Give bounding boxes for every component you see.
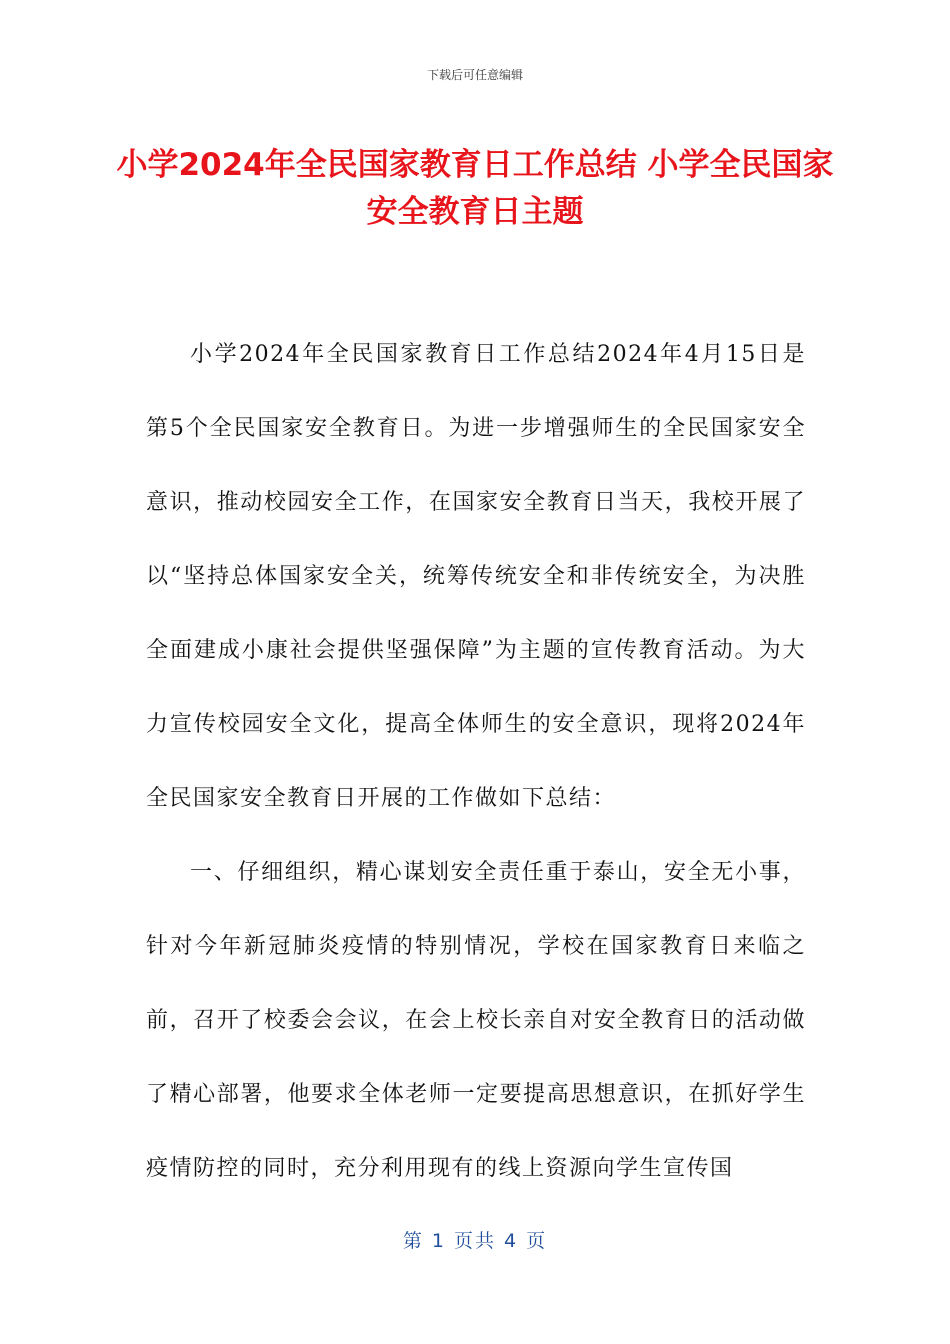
paragraph: 一、仔细组织，精心谋划安全责任重于泰山，安全无小事，针对今年新冠肺炎疫情的特别情况，学校在国家教育日来临之前，召开了校委会会议，在会上校长亲自对安全教育日的活动做了精心部署，他要求全体老师一定要提高思想意识，在抓好学生疫情防控的同时，充分利用现有的线上资源向学生宣传国 <box>146 860 806 1181</box>
header-note: 下载后可任意编辑 <box>426 68 523 82</box>
document-body <box>146 318 806 1206</box>
paragraph: 小学2024年全民国家教育日工作总结2024年4月15日是第5个全民国家安全教育日。为进一步增强师生的全民国家安全意识，推动校园安全工作，在国家安全教育日当天，我校开展了以“坚持总体国家安全关，统筹传统安全和非传统安全，为决胜全面建成小康社会提供坚强保障”为主题的宣传教育活动。为大力宣传校园安全文化，提高全体师生的安全意识，现将2024年全民国家安全教育日开展的工作做如下总结： <box>146 342 806 811</box>
document-title: 小学2024年全民国家教育日工作总结 小学全民国家安全教育日主题 <box>116 147 834 230</box>
page-number: 第 1 页共 4 页 <box>402 1230 548 1252</box>
